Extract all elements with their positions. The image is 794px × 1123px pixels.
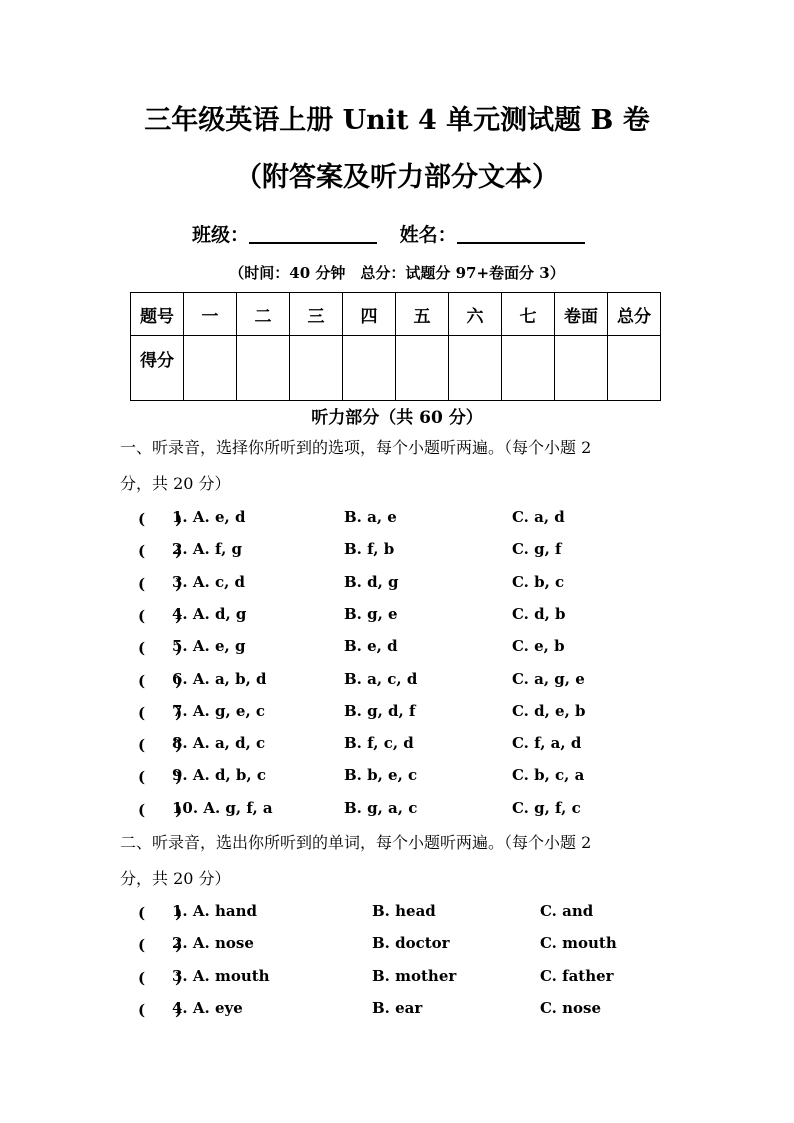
question-row bbox=[138, 999, 658, 1023]
option-a: 4. A. d, g bbox=[172, 604, 247, 623]
option-a: 1. A. e, d bbox=[172, 508, 246, 526]
section2-instruction-line1: 二、听录音，选出你所听到的单词，每个小题听两遍。（每个小题 2 bbox=[120, 833, 592, 852]
question-row bbox=[138, 734, 658, 758]
option-b: B. e, d bbox=[344, 637, 398, 656]
score-cell[interactable] bbox=[343, 336, 396, 401]
name-label: 姓名： bbox=[399, 224, 457, 246]
score-cell[interactable] bbox=[237, 336, 290, 401]
name-blank[interactable] bbox=[457, 222, 585, 244]
option-a: 1. A. hand bbox=[172, 902, 257, 920]
answer-bracket[interactable]: ( ) bbox=[138, 703, 183, 722]
time-note: （时间：40 分钟 总分：试题分 97+卷面分 3） bbox=[229, 264, 565, 282]
option-c: C. g, f bbox=[512, 540, 562, 559]
answer-bracket[interactable]: ( ) bbox=[138, 904, 183, 922]
section1-instruction-line2: 分，共 20 分） bbox=[120, 474, 231, 493]
option-a: 9. A. d, b, c bbox=[172, 766, 266, 785]
option-c: C. e, b bbox=[512, 637, 565, 656]
question-row bbox=[138, 766, 658, 790]
question-row bbox=[138, 605, 658, 629]
option-c: C. b, c bbox=[512, 572, 565, 591]
answer-bracket[interactable]: ( ) bbox=[138, 542, 183, 561]
page-subtitle: （附答案及听力部分文本） bbox=[235, 162, 559, 193]
option-a: 8. A. a, d, c bbox=[172, 734, 266, 753]
answer-bracket[interactable]: ( ) bbox=[138, 1000, 183, 1019]
option-c: C. f, a, d bbox=[512, 734, 582, 753]
option-b: B. ear bbox=[372, 998, 423, 1017]
score-cell[interactable] bbox=[396, 336, 449, 401]
option-c: C. a, d bbox=[512, 508, 565, 526]
answer-bracket[interactable]: ( ) bbox=[138, 574, 183, 593]
score-header-cell: 六 bbox=[449, 293, 502, 336]
section1-instruction-line1: 一、听录音，选择你所听到的选项，每个小题听两遍。（每个小题 2 bbox=[120, 438, 592, 457]
answer-bracket[interactable]: ( ) bbox=[138, 606, 183, 625]
student-info bbox=[192, 220, 601, 247]
answer-bracket[interactable]: ( ) bbox=[138, 736, 183, 755]
option-b: B. b, e, c bbox=[344, 766, 418, 785]
option-b: B. g, a, c bbox=[344, 798, 418, 817]
question-row bbox=[138, 540, 658, 564]
option-c: C. father bbox=[540, 966, 614, 985]
option-c: C. d, b bbox=[512, 604, 566, 623]
option-b: B. a, e bbox=[344, 508, 397, 526]
score-header-cell: 二 bbox=[237, 293, 290, 336]
score-cell[interactable] bbox=[555, 336, 608, 401]
question-row bbox=[138, 799, 658, 823]
score-cell[interactable] bbox=[290, 336, 343, 401]
option-b: B. f, b bbox=[344, 540, 395, 559]
option-c: C. d, e, b bbox=[512, 701, 586, 720]
option-a: 4. A. eye bbox=[172, 998, 243, 1017]
answer-bracket[interactable]: ( ) bbox=[138, 800, 183, 819]
option-b: B. a, c, d bbox=[344, 669, 418, 688]
listening-heading: 听力部分（共 60 分） bbox=[311, 408, 483, 428]
option-a: 10. A. g, f, a bbox=[172, 798, 273, 817]
score-table bbox=[130, 292, 661, 401]
option-b: B. head bbox=[372, 902, 436, 920]
option-a: 2. A. nose bbox=[172, 934, 254, 953]
question-row bbox=[138, 967, 658, 991]
option-a: 6. A. a, b, d bbox=[172, 669, 267, 688]
score-header-cell: 卷面 bbox=[555, 293, 608, 336]
score-header-cell: 四 bbox=[343, 293, 396, 336]
answer-bracket[interactable]: ( ) bbox=[138, 968, 183, 987]
score-cell[interactable] bbox=[608, 336, 661, 401]
answer-bracket[interactable]: ( ) bbox=[138, 936, 183, 955]
score-header-cell: 题号 bbox=[131, 293, 184, 336]
question-row bbox=[138, 702, 658, 726]
option-b: B. f, c, d bbox=[344, 734, 414, 753]
page-title: 三年级英语上册 Unit 4 单元测试题 B 卷 bbox=[144, 105, 650, 136]
option-b: B. mother bbox=[372, 966, 457, 985]
score-header-cell: 七 bbox=[502, 293, 555, 336]
score-header-cell: 一 bbox=[184, 293, 237, 336]
question-row bbox=[138, 934, 658, 958]
class-label: 班级： bbox=[192, 224, 250, 246]
answer-bracket[interactable]: ( ) bbox=[138, 671, 183, 690]
score-header-cell: 五 bbox=[396, 293, 449, 336]
option-a: 3. A. c, d bbox=[172, 572, 246, 591]
score-cell[interactable] bbox=[502, 336, 555, 401]
class-blank[interactable] bbox=[249, 222, 377, 244]
score-cell[interactable] bbox=[449, 336, 502, 401]
option-c: C. g, f, c bbox=[512, 798, 581, 817]
question-row bbox=[138, 573, 658, 597]
option-c: C. and bbox=[540, 902, 594, 920]
score-header-cell: 总分 bbox=[608, 293, 661, 336]
score-table-score-row bbox=[131, 336, 661, 401]
option-c: C. mouth bbox=[540, 934, 617, 953]
answer-bracket[interactable]: ( ) bbox=[138, 639, 183, 658]
option-a: 2. A. f, g bbox=[172, 540, 243, 559]
option-c: C. b, c, a bbox=[512, 766, 585, 785]
option-b: B. doctor bbox=[372, 934, 450, 953]
section2-instruction-line2: 分，共 20 分） bbox=[120, 869, 231, 888]
question-row bbox=[138, 508, 658, 532]
score-table-header-row bbox=[131, 293, 661, 336]
option-c: C. a, g, e bbox=[512, 669, 585, 688]
question-row bbox=[138, 637, 658, 661]
option-b: B. g, e bbox=[344, 604, 398, 623]
option-b: B. d, g bbox=[344, 572, 399, 591]
answer-bracket[interactable]: ( ) bbox=[138, 510, 183, 528]
question-row bbox=[138, 670, 658, 694]
option-c: C. nose bbox=[540, 998, 602, 1017]
option-a: 7. A. g, e, c bbox=[172, 701, 266, 720]
option-b: B. g, d, f bbox=[344, 701, 416, 720]
answer-bracket[interactable]: ( ) bbox=[138, 768, 183, 787]
score-header-cell: 三 bbox=[290, 293, 343, 336]
question-row bbox=[138, 902, 658, 926]
score-cell[interactable] bbox=[184, 336, 237, 401]
score-row-label: 得分 bbox=[131, 336, 184, 401]
option-a: 5. A. e, g bbox=[172, 637, 246, 656]
option-a: 3. A. mouth bbox=[172, 966, 270, 985]
